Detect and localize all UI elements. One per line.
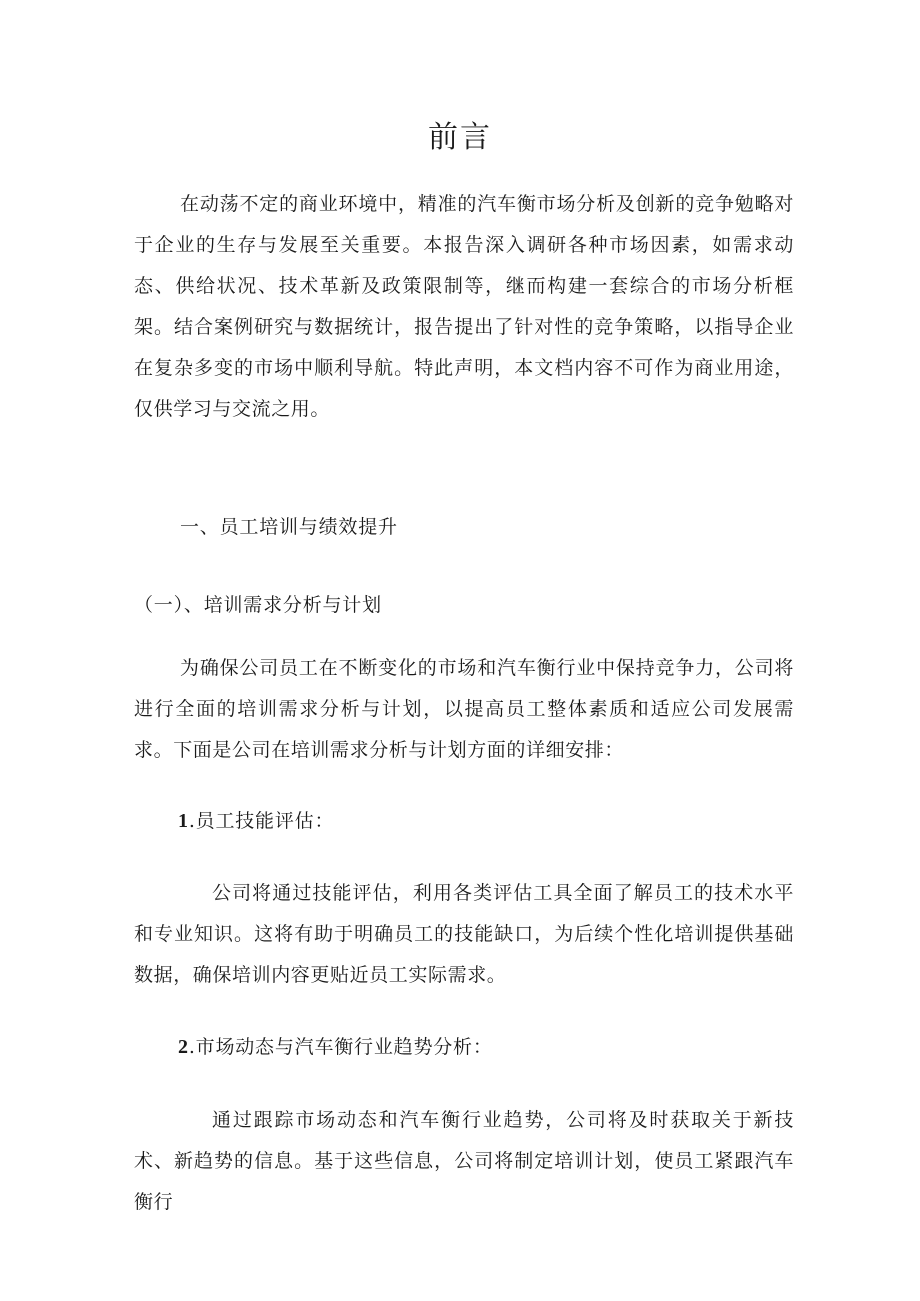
list-item-heading (178, 1032, 493, 1059)
section-heading: 一、员工培训与绩效提升 (180, 516, 398, 538)
list-item-number: 1 (178, 810, 189, 832)
list-item-title: .市场动态与汽车衡行业趋势分析： (188, 1036, 493, 1058)
list-item-title: .员工技能评估： (188, 810, 335, 832)
subsection-intro-paragraph: 为确保公司员工在不断变化的市场和汽车衡行业中保持竞争力，公司将进行全面的培训需求分析与计划，以提高员工整体素质和适应公司发展需求。下面是公司在培训需求分析与计划方面的详细安排： (134, 657, 794, 761)
list-item-body: 公司将通过技能评估，利用各类评估工具全面了解员工的技术水平和专业知识。这将有助于明确员工的技能缺口，为后续个性化培训提供基础数据，确保培训内容更贴近员工实际需求。 (134, 882, 794, 986)
document-title: 前言 (428, 120, 492, 155)
preface-paragraph: 在动荡不定的商业环境中，精准的汽车衡市场分析及创新的竞争勉略对于企业的生存与发展至关重要。本报告深入调研各种市场因素，如需求动态、供给状况、技术革新及政策限制等，继而构建一套综合的市场分析框架。结合案例研究与数据统计，报告提出了针对性的竞争策略，以指导企业在复杂多变的市场中顺利导航。特此声明，本文档内容不可作为商业用途，仅供学习与交流之用。 (134, 193, 794, 420)
list-item-heading (178, 806, 334, 833)
list-item-number: 2 (178, 1036, 189, 1058)
subsection-heading: （一）、培训需求分析与计划 (134, 594, 382, 616)
list-item-body: 通过跟踪市场动态和汽车衡行业趋势，公司将及时获取关于新技术、新趋势的信息。基于这些信息，公司将制定培训计划，使员工紧跟汽车衡行 (134, 1109, 794, 1213)
